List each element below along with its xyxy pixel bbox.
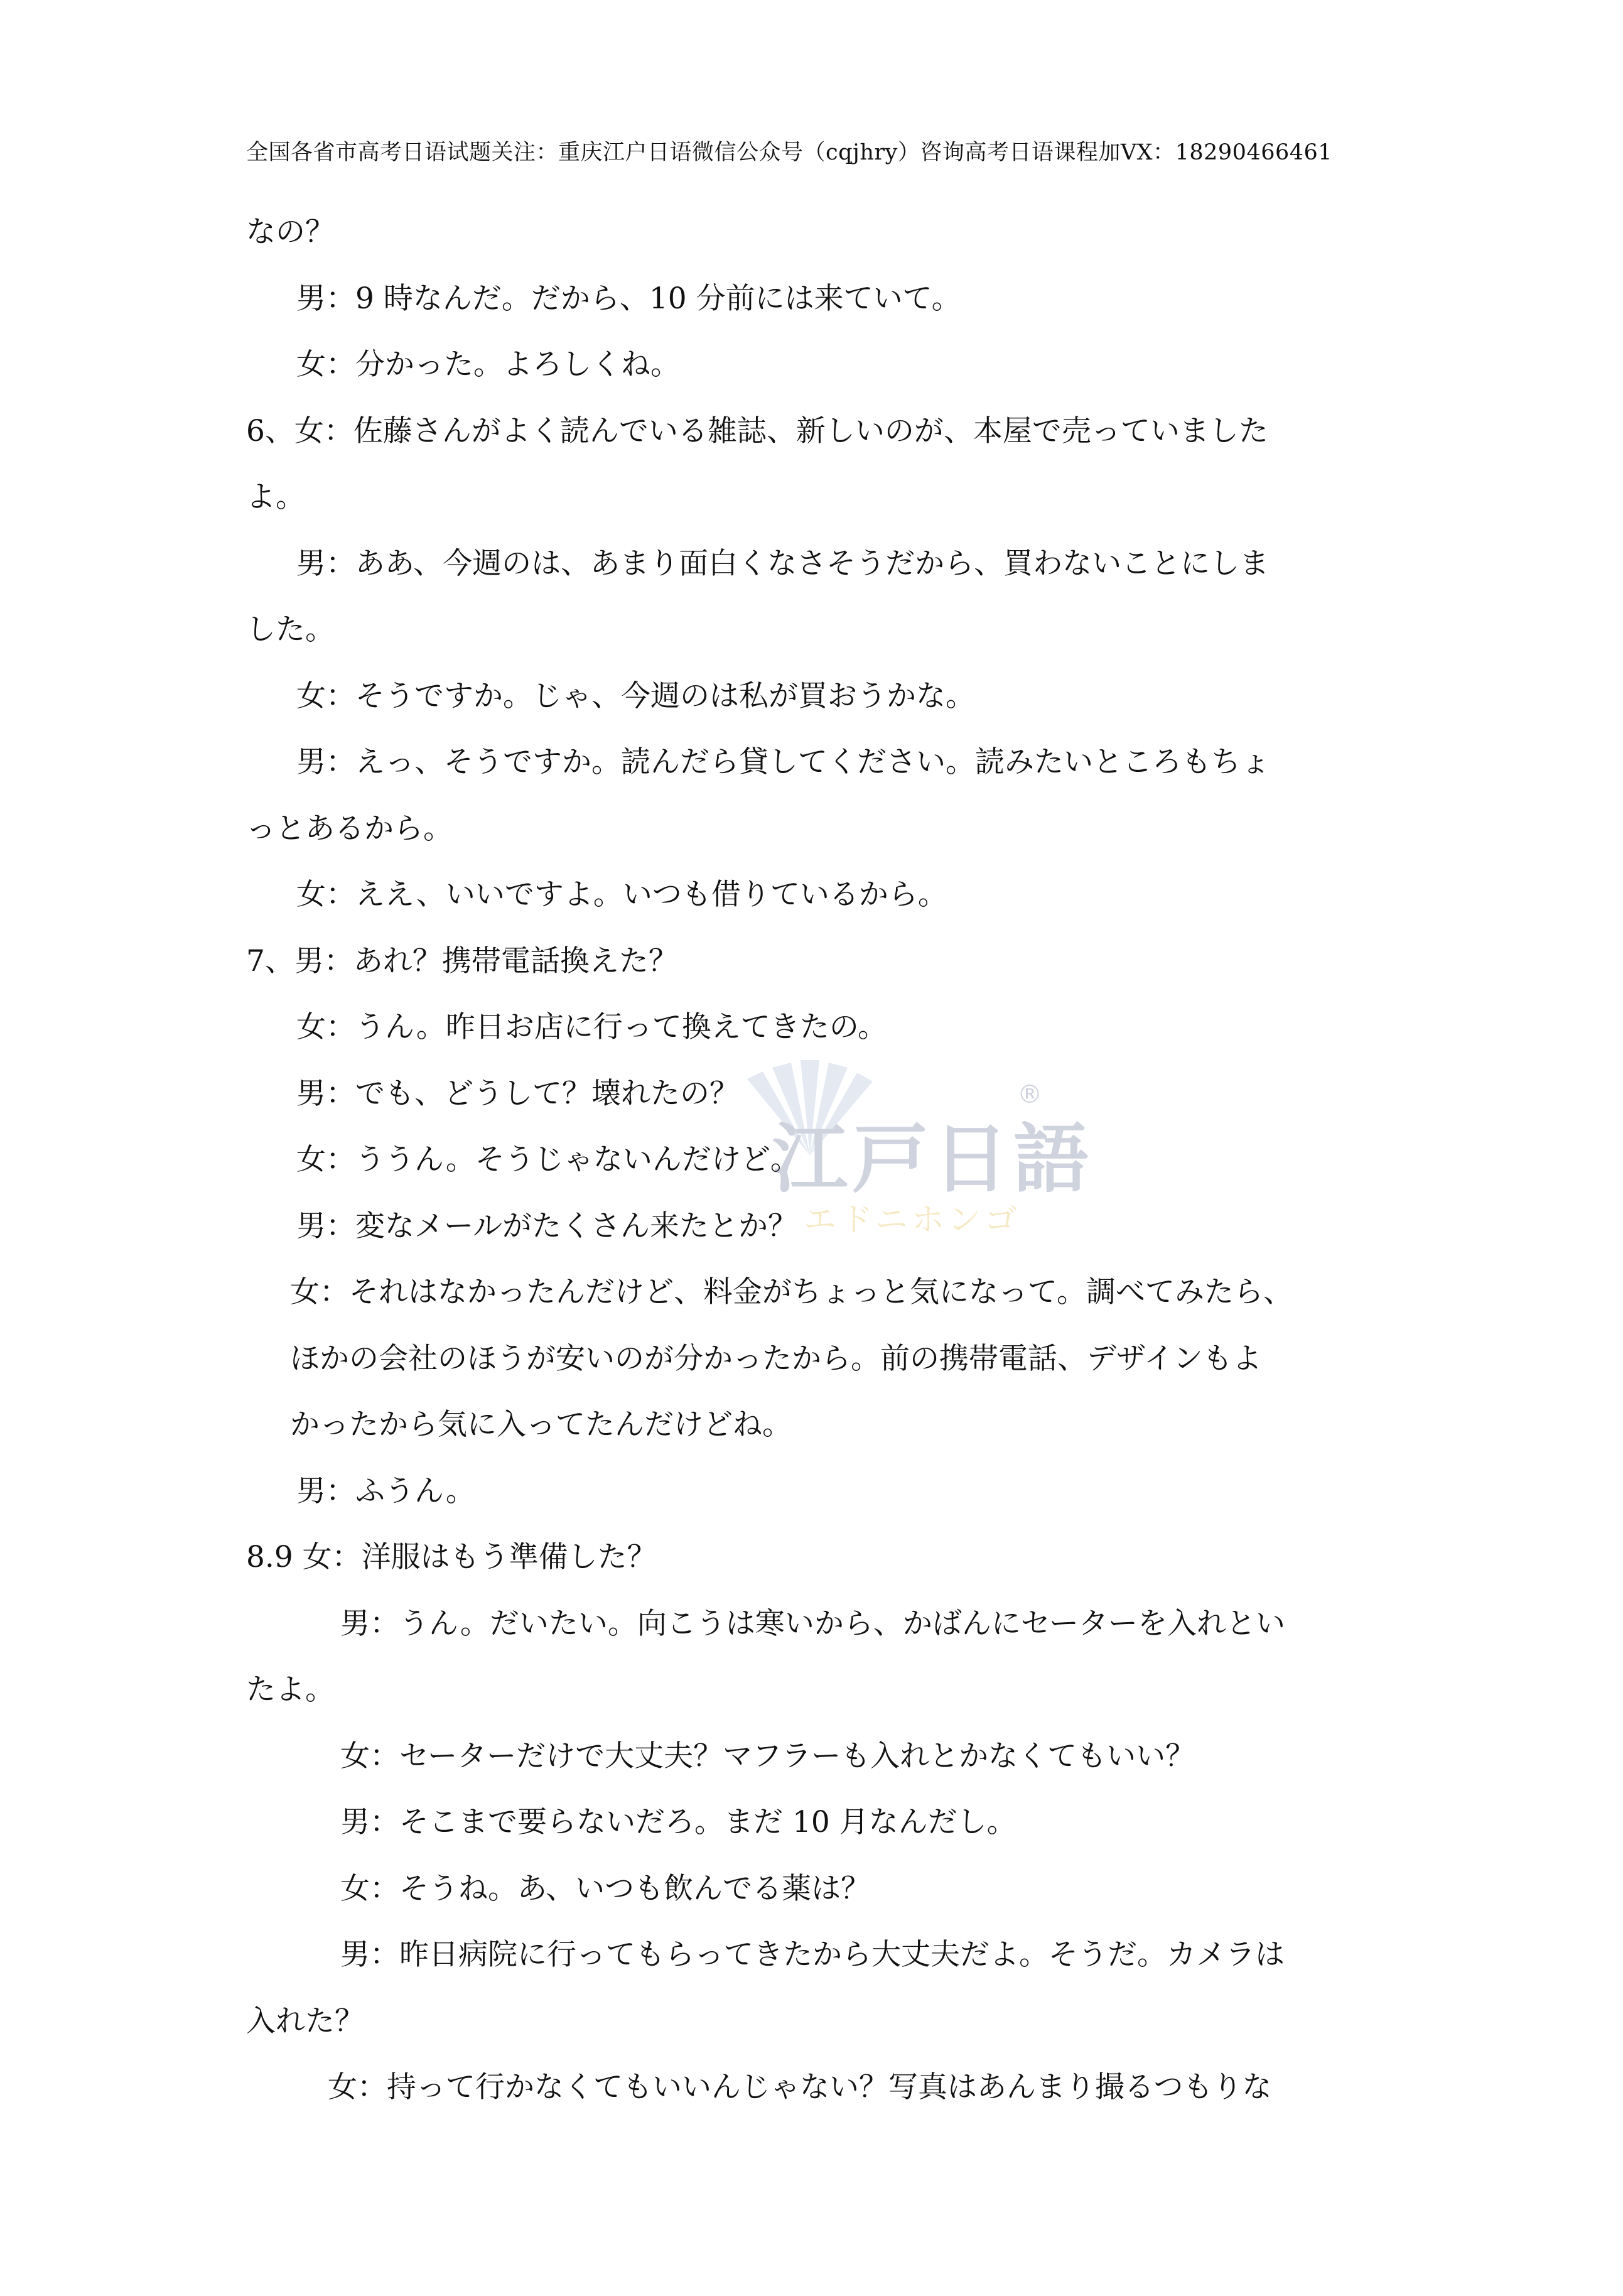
text-line: ほかの会社のほうが安いのが分かったから。前の携帯電話、デザインもよ: [290, 1341, 1262, 1376]
text-line: 男：でも、どうして？壊れたの？: [296, 1076, 739, 1111]
text-line: 女：分かった。よろしくね。: [296, 347, 680, 382]
text-line: 6、女：佐藤さんがよく読んでいる雑誌、新しいのが、本屋で売っていました: [246, 413, 1268, 448]
text-line: 男：そこまで要らないだろ。まだ 10 月なんだし。: [340, 1805, 1016, 1839]
watermark-subtext: エドニホンゴ: [804, 1201, 1021, 1239]
text-line: 女：そうね。あ、いつも飲んでる薬は？: [340, 1871, 871, 1906]
text-line: した。: [246, 612, 335, 647]
text-line: 男：昨日病院に行ってもらってきたから大丈夫だよ。そうだ。カメラは: [340, 1937, 1285, 1972]
watermark-text: 江戸日語: [772, 1116, 1094, 1203]
text-line: 女：それはなかったんだけど、料金がちょっと気になって。調べてみたら、: [290, 1275, 1293, 1309]
text-line: っとあるから。: [246, 811, 453, 846]
text-line: 女：ええ、いいですよ。いつも借りているから。: [296, 877, 947, 912]
text-line: 女：うん。昨日お店に行って換えてきたの。: [296, 1010, 887, 1044]
text-line: 男：変なメールがたくさん来たとか？: [296, 1208, 798, 1243]
text-line: 男：ふうん。: [296, 1473, 475, 1508]
text-line: 男：9 時なんだ。だから、10 分前には来ていて。: [296, 281, 961, 316]
text-line: 女：持って行かなくてもいいんじゃない？写真はあんまり撮るつもりな: [328, 2070, 1272, 2104]
text-line: 女：ううん。そうじゃないんだけど。: [296, 1142, 800, 1177]
dialogue-text: [246, 199, 1383, 2121]
text-line: たよ。: [246, 1672, 335, 1707]
text-line: 入れた？: [246, 2003, 364, 2039]
text-line: かったから気に入ってたんだけどね。: [290, 1407, 792, 1442]
text-line: 7、男：あれ？携帯電話換えた？: [246, 943, 678, 978]
text-line: 男：えっ、そうですか。読んだら貸してください。読みたいところもちょ: [296, 745, 1270, 779]
page-header: 全国各省市高考日语试题关注：重庆江户日语微信公众号（cqjhry）咨询高考日语课程加VX：18290466461: [246, 140, 1333, 165]
text-line: 女：セーターだけで大丈夫？マフラーも入れとかなくてもいい？: [340, 1738, 1195, 1773]
text-line: 男：ああ、今週のは、あまり面白くなさそうだから、買わないことにしま: [296, 546, 1270, 581]
text-line: なの？: [246, 215, 335, 249]
text-line: 女：そうですか。じゃ、今週のは私が買おうかな。: [296, 678, 975, 713]
text-line: 8.9 女：洋服はもう準備した？: [246, 1540, 657, 1574]
registered-mark: ®: [1017, 1080, 1042, 1109]
text-line: 男：うん。だいたい。向こうは寒いから、かばんにセーターを入れとい: [340, 1606, 1285, 1641]
text-line: よ。: [246, 480, 305, 514]
